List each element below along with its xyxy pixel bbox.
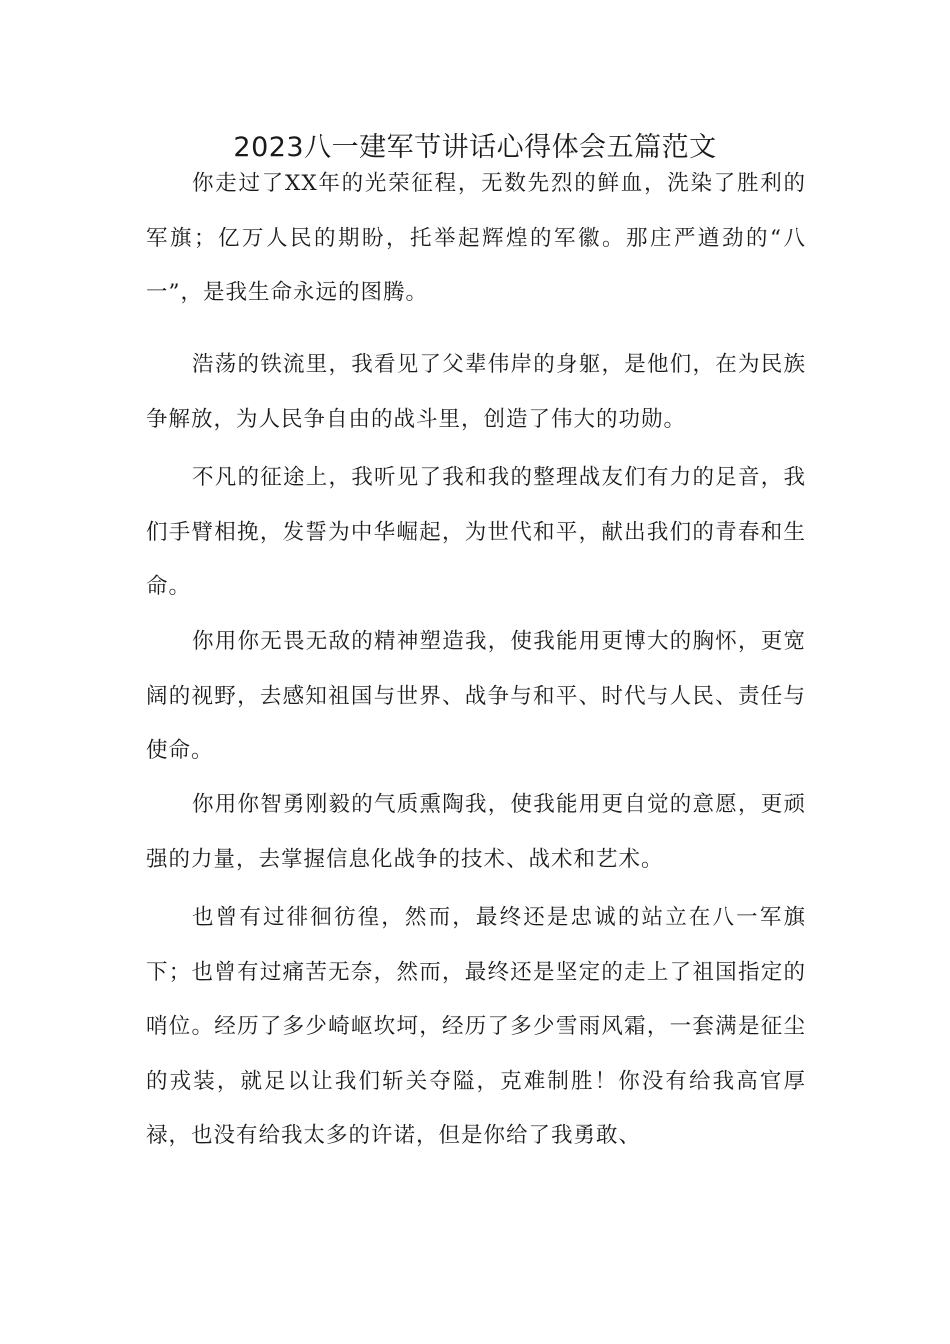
document-title: 2023八一建军节讲话心得体会五篇范文 — [233, 132, 717, 163]
paragraph-6: 也曾有过徘徊彷徨，然而，最终还是忠诚的站立在八一军旗下；也曾有过痛苦无奈，然而，最终还是坚定的走上了祖国指定的哨位。经历了多少崎岖坎坷，经历了多少雪雨风霜，一套满是征尘的戎装，就足以让我们斩关夺隘，克难制胜！你没有给我高官厚禄，也没有给我太多的许诺，但是你给了我勇敢、 — [146, 905, 806, 1148]
paragraph-3: 不凡的征途上，我听见了我和我的整理战友们有力的足音，我们手臂相挽，发誓为中华崛起，为世代和平，献出我们的青春和生命。 — [146, 465, 806, 599]
paragraph-2: 浩荡的铁流里，我看见了父辈伟岸的身躯，是他们，在为民族争解放，为人民争自由的战斗里，创造了伟大的功勋。 — [146, 352, 806, 432]
paragraph-4: 你用你无畏无敌的精神塑造我，使我能用更博大的胸怀，更宽阔的视野，去感知祖国与世界、战争与和平、时代与人民、责任与使命。 — [146, 629, 806, 763]
paragraph-5: 你用你智勇刚毅的气质熏陶我，使我能用更自觉的意愿，更顽强的力量，去掌握信息化战争的技术、战术和艺术。 — [146, 792, 806, 872]
paragraph-1: 你走过了XX年的光荣征程，无数先烈的鲜血，洗染了胜利的军旗；亿万人民的期盼，托举起辉煌的军徽。那庄严遒劲的“八一”，是我生命永远的图腾。 — [146, 171, 806, 305]
